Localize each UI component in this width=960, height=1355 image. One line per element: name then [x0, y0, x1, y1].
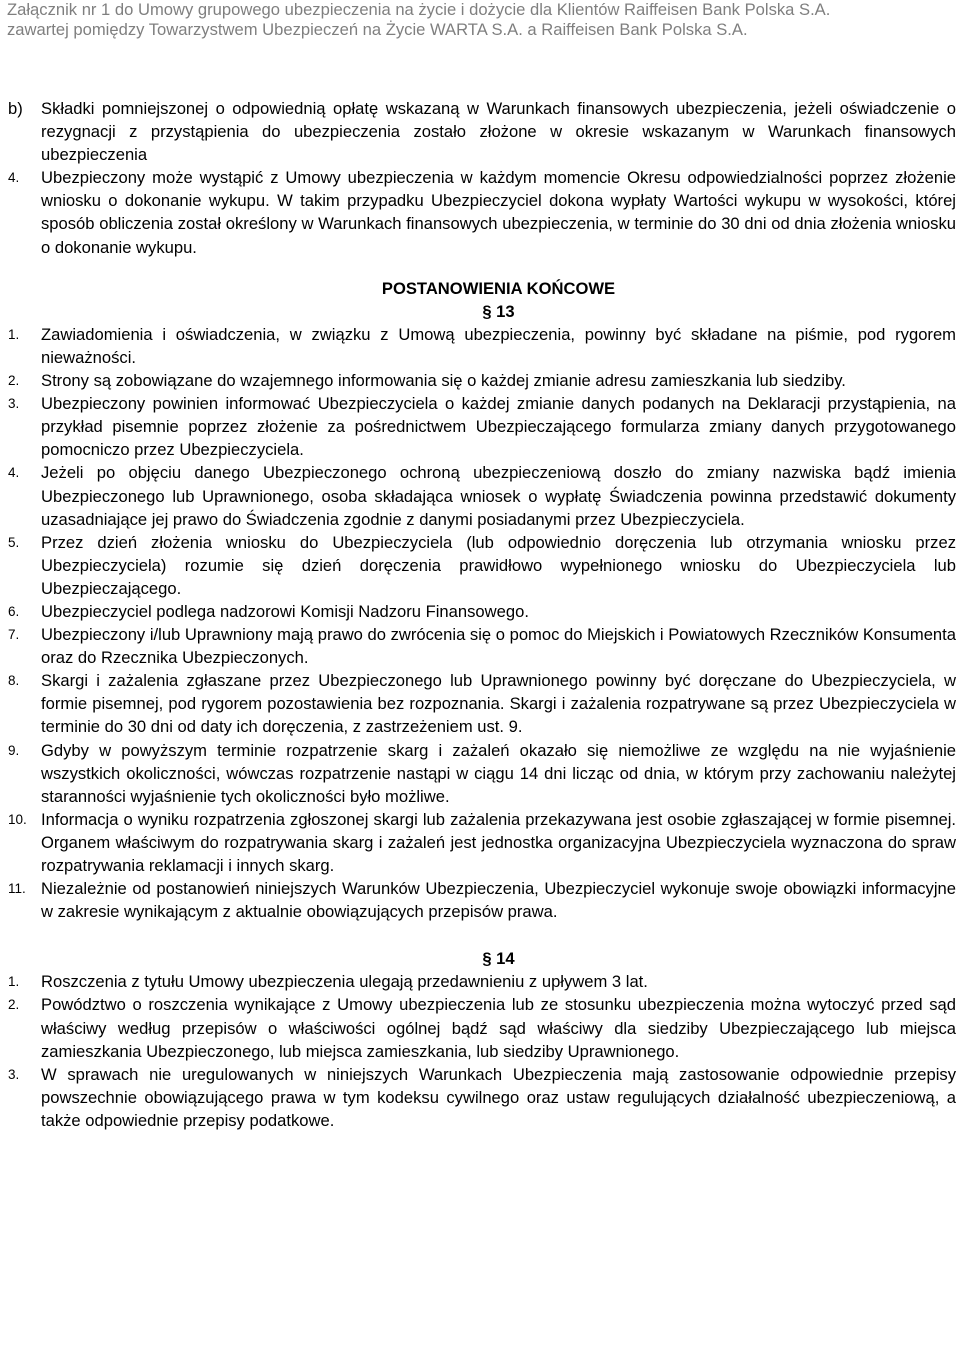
item-number: 3.: [8, 396, 20, 412]
list-item: [8, 461, 956, 530]
item-number: 10.: [8, 811, 27, 827]
item-number: b): [8, 99, 23, 118]
list-item: [8, 392, 956, 461]
header-line-1: Załącznik nr 1 do Umowy grupowego ubezpieczenia na życie i dożycie dla Klientów Raiffeisen Bank Polska S.A.: [7, 0, 831, 19]
list-item: [8, 166, 956, 258]
item-number: 8.: [8, 673, 20, 689]
list-item: [8, 623, 956, 669]
item-text: Ubezpieczyciel podlega nadzorowi Komisji Nadzoru Finansowego.: [41, 601, 529, 621]
item-text: Informacja o wyniku rozpatrzenia zgłoszonej skargi lub zażalenia przekazywana jest osobie zgłaszającej w formie pisemnej. Organem właściwym do rozpatrywania skarg i zażaleń jest jednostka organizacyjna Ubezpieczyciela wyznaczona do spraw rozpatrywania reklamacji i innych skarg.: [41, 809, 956, 875]
section-title: POSTANOWIENIA KOŃCOWE: [381, 278, 616, 298]
list-item: [8, 970, 956, 993]
item-number: 7.: [8, 627, 20, 643]
item-number: 4.: [8, 465, 20, 481]
item-number: 3.: [8, 1066, 20, 1082]
item-text: Powództwo o roszczenia wynikające z Umowy ubezpieczenia lub ze stosunku ubezpieczenia można wytoczyć przed sąd właściwy według przepisów o właściwości ogólnej bądź sąd właściwy dla siedziby Ubezpieczającego lub miejsca zamieszkania Ubezpieczonego, lub miejsca zamieszkania, lub siedziby Uprawnionego.: [41, 995, 956, 1061]
list-item: [8, 97, 956, 166]
item-text: Zawiadomienia i oświadczenia, w związku z Umową ubezpieczenia, powinny być składane na piśmie, pod rygorem nieważności.: [41, 324, 956, 367]
item-number: 5.: [8, 534, 20, 550]
list-item: [8, 739, 956, 808]
list-item: [8, 808, 956, 877]
item-number: 1.: [8, 974, 20, 990]
document-body: [8, 97, 956, 1132]
document-header: [7, 0, 957, 40]
item-number: 9.: [8, 742, 20, 758]
list-item: [8, 323, 956, 369]
list-item: [8, 993, 956, 1062]
list-item: [8, 669, 956, 738]
list-item: [8, 600, 956, 623]
item-number: 2.: [8, 373, 20, 389]
paragraph-14-list: [8, 970, 956, 1132]
header-line-2: zawartej pomiędzy Towarzystwem Ubezpieczeń na Życie WARTA S.A. a Raiffeisen Bank Polska S.A.: [7, 20, 748, 39]
item-number: 1.: [8, 326, 20, 342]
list-item: [8, 369, 956, 392]
item-text: Roszczenia z tytułu Umowy ubezpieczenia ulegają przedawnieniu z upływem 3 lat.: [41, 972, 648, 992]
paragraph-13-list: [8, 323, 956, 923]
list-item: [8, 531, 956, 600]
paragraph-13-label: § 13: [482, 301, 515, 321]
item-text: Ubezpieczony może wystąpić z Umowy ubezpieczenia w każdym momencie Okresu odpowiedzialności poprzez złożenie wniosku o dokonanie wykupu. W takim przypadku Ubezpieczyciel dokona wypłaty Wartości wykupu w wysokości, której sposób obliczenia został określony w Warunkach finansowych ubezpieczenia, w terminie do 30 dni od dnia złożenia wniosku o dokonanie wykupu.: [41, 168, 956, 257]
item-text: W sprawach nie uregulowanych w niniejszych Warunkach Ubezpieczenia mają zastosowanie odpowiednie przepisy powszechnie obowiązującego prawa w tym kodeksu cywilnego oraz ustaw regulujących działalność ubezpieczeniową, a także odpowiednie przepisy podatkowe.: [41, 1064, 956, 1130]
item-text: Ubezpieczony powinien informować Ubezpieczyciela o każdej zmianie danych podanych na Deklaracji przystąpienia, na przykład pisemnie poprzez złożenie za pośrednictwem Ubezpieczającego formularza zmiany danych przygotowanego pomocniczo przez Ubezpieczyciela.: [41, 394, 956, 460]
item-text: Przez dzień złożenia wniosku do Ubezpieczyciela (lub odpowiednio doręczenia lub otrzymania wniosku przez Ubezpieczyciela) rozumie się dzień doręczenia prawidłowo wypełnionego wniosku do Ubezpieczyciela lub Ubezpieczającego.: [41, 532, 956, 598]
item-text: Jeżeli po objęciu danego Ubezpieczonego ochroną ubezpieczeniową doszło do zmiany nazwiska bądź imienia Ubezpieczonego lub Uprawnionego, osoba składająca wniosek o wypłatę Świadczenia powinna przedstawić dokumenty uzasadniające jej prawo do Świadczenia zgodnie z danymi posiadanymi przez Ubezpieczyciela.: [41, 463, 956, 529]
list-item: [8, 877, 956, 923]
paragraph-14-label: § 14: [482, 949, 515, 969]
item-number: 11.: [8, 881, 26, 897]
item-number: 2.: [8, 997, 20, 1013]
item-number: 4.: [8, 170, 20, 186]
item-text: Ubezpieczony i/lub Uprawniony mają prawo do zwrócenia się o pomoc do Miejskich i Powiatowych Rzeczników Konsumenta oraz do Rzecznika Ubezpieczonych.: [41, 625, 956, 668]
item-text: Niezależnie od postanowień niniejszych Warunków Ubezpieczenia, Ubezpieczyciel wykonuje swoje obowiązki informacyjne w zakresie wynikającym z aktualnie obowiązujących przepisów prawa.: [41, 879, 956, 922]
item-text: Gdyby w powyższym terminie rozpatrzenie skarg i zażaleń okazało się niemożliwe ze względu na nie wyjaśnienie wszystkich okoliczności, wówczas rozpatrzenie nastąpi w ciągu 14 dni licząc od dnia, w którym przy zachowaniu należytej staranności wyjaśnienie tych okoliczności było możliwe.: [41, 740, 956, 806]
item-text: Strony są zobowiązane do wzajemnego informowania się o każdej zmianie adresu zamieszkania lub siedziby.: [41, 371, 846, 391]
item-text: Skargi i zażalenia zgłaszane przez Ubezpieczonego lub Uprawnionego powinny być doręczane do Ubezpieczyciela, w formie pisemnej, pod rygorem pozostawienia bez rozpoznania. Skargi i zażalenia rozpatrywane są przez Ubezpieczyciela w terminie do 30 dni od daty ich doręczenia, z zastrzeżeniem ust. 9.: [41, 671, 956, 737]
item-number: 6.: [8, 603, 20, 619]
item-text: Składki pomniejszonej o odpowiednią opłatę wskazaną w Warunkach finansowych ubezpieczenia, jeżeli oświadczenie o rezygnacji z przystąpienia do ubezpieczenia zostało złożone w okresie wskazanym w Warunkach finansowych ubezpieczenia: [41, 99, 956, 165]
list-item: [8, 1063, 956, 1132]
